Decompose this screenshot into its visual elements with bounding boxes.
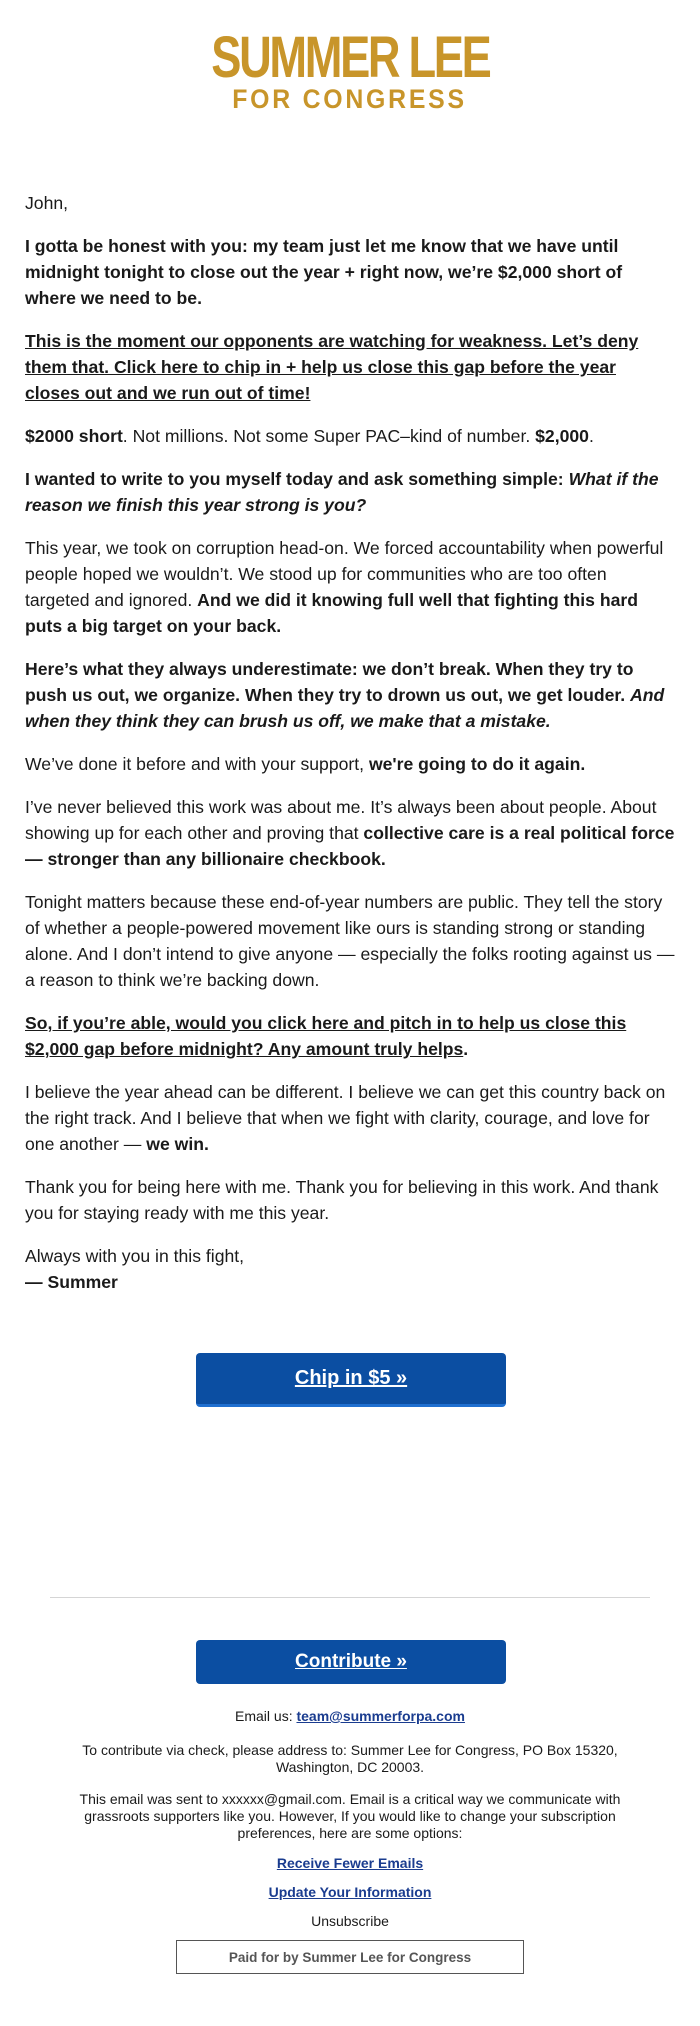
- year-ahead-text: I believe the year ahead can be different. I believe we can get this country back on the right track. And I believe that when we fight with clarity, courage, and love for one another —: [25, 1082, 666, 1154]
- paragraph-about-people: [25, 794, 675, 872]
- logo-subtitle: FOR CONGRESS: [232, 84, 468, 114]
- bold-2000: $2,000: [535, 426, 589, 446]
- receive-fewer-emails-link[interactable]: Receive Fewer Emails: [276, 1855, 424, 1871]
- paragraph-ask: [25, 466, 675, 518]
- footer-fewer-wrap: [60, 1855, 640, 1872]
- update-information-link[interactable]: Update Your Information: [268, 1884, 432, 1900]
- greeting: John,: [25, 193, 69, 213]
- corruption-text: This year, we took on corruption head-on. We forced accountability when powerful people hoped we wouldn’t. We stood up for communities who are too often targeted and ignored.: [25, 538, 664, 610]
- signature: — Summer: [25, 1272, 118, 1292]
- underestimate-bold: Here’s what they always underestimate: we don’t break. When they try to push us out, we organize. When they try to drown us out, we get louder.: [25, 659, 634, 705]
- done-before-text: We’ve done it before and with your support,: [25, 754, 369, 774]
- paragraph-intro: I gotta be honest with you: my team just let me know that we have until midnight tonight to close out the year + right now, we’re $2,000 short of where we need to be.: [25, 236, 623, 308]
- paragraph-corruption: [25, 535, 675, 639]
- chip-in-link-1[interactable]: This is the moment our opponents are watching for weakness. Let’s deny them that. Click here to chip in + help us close this gap before the year closes out and we run out of time!: [25, 331, 639, 403]
- ask-question: What if the reason we finish this year strong is you?: [25, 469, 659, 515]
- campaign-logo: [0, 25, 700, 114]
- email-link[interactable]: team@summerforpa.com: [296, 1708, 465, 1724]
- footer-update-wrap: [60, 1884, 640, 1901]
- unsubscribe-link[interactable]: Unsubscribe: [311, 1913, 389, 1929]
- logo-last-name: LEE: [408, 25, 490, 90]
- footer-divider: [50, 1597, 650, 1598]
- paragraph-underestimate: [25, 656, 675, 734]
- logo-name: [210, 25, 490, 90]
- paragraph-pitch-in: [25, 1010, 675, 1062]
- paragraph-year-ahead: [25, 1079, 675, 1157]
- ask-text: I wanted to write to you myself today and ask something simple:: [25, 469, 569, 489]
- about-people-bold: collective care is a real political force — stronger than any billionaire checkbook.: [25, 823, 675, 869]
- letter-body: [25, 190, 675, 1295]
- closing: Always with you in this fight,: [25, 1246, 245, 1266]
- underestimate-italic: And when they think they can brush us off, we make that a mistake.: [25, 685, 665, 731]
- paragraph-thank-you: Thank you for being here with me. Thank you for believing in this work. And thank you for staying ready with me this year.: [25, 1177, 659, 1223]
- contribute-button[interactable]: Contribute »: [196, 1640, 506, 1684]
- footer-sent-notice: This email was sent to xxxxxx@gmail.com. Email is a critical way we communicate with grassroots supporters like you. However, If you would like to change your subscription preferences, here are some options:: [79, 1791, 621, 1841]
- paragraph-done-before: [25, 751, 675, 777]
- footer-email: [60, 1708, 640, 1725]
- text-not-millions: . Not millions. Not some Super PAC–kind of number.: [122, 426, 536, 446]
- chip-in-button[interactable]: Chip in $5 »: [196, 1353, 506, 1407]
- chip-in-link-2[interactable]: So, if you’re able, would you click here and pitch in to help us close this $2,000 gap before midnight? Any amount truly helps: [25, 1013, 627, 1059]
- email-prefix: Email us:: [235, 1708, 297, 1724]
- paid-for-disclaimer: Paid for by Summer Lee for Congress: [176, 1940, 524, 1974]
- paragraph-tonight: Tonight matters because these end-of-year numbers are public. They tell the story of whether a people-powered movement like ours is standing strong or standing alone. And I don’t intend to give anyone — especially the folks rooting against us — a reason to think we’re backing down.: [25, 892, 675, 990]
- period: .: [588, 426, 594, 446]
- we-win: we win.: [146, 1134, 209, 1154]
- about-people-text: I’ve never believed this work was about me. It’s always been about people. About showing up for each other and proving that: [25, 797, 657, 843]
- pitch-in-period: .: [463, 1039, 469, 1059]
- corruption-bold: And we did it knowing full well that fighting this hard puts a big target on your back.: [25, 590, 638, 636]
- logo-first-name: SUMMER: [210, 25, 398, 90]
- bold-2000-short: $2000 short: [25, 426, 123, 446]
- sign-off: [25, 1243, 675, 1295]
- paragraph-2000-short: [25, 423, 675, 449]
- footer-check-address: To contribute via check, please address to: Summer Lee for Congress, PO Box 15320, Washington, DC 20003.: [82, 1742, 618, 1775]
- done-before-bold: we're going to do it again.: [368, 754, 586, 774]
